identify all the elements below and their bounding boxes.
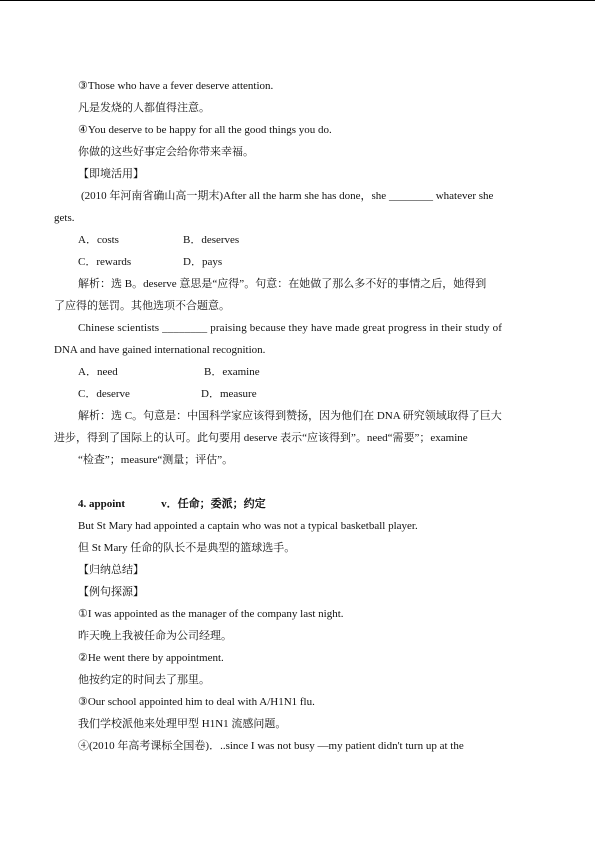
- example-translation: 你做的这些好事定会给你带来幸福。: [78, 146, 254, 158]
- option-c: C．rewards: [78, 256, 132, 268]
- question-stem-text: Chinese scientists ________ praising because they have made great progress in their study of: [78, 322, 503, 334]
- example-sentence: ④(2010 年高考课标全国卷)．..since I was not busy —my patient didn't turn up at the: [78, 740, 464, 752]
- example-sentence: ③Our school appointed him to deal with A/H1N1 flu.: [78, 696, 315, 708]
- option-d: D．measure: [201, 388, 257, 400]
- option-d: D．pays: [183, 256, 223, 268]
- section-label: 【例句探源】: [78, 586, 144, 598]
- section-label: 【即境活用】: [78, 168, 144, 180]
- option-b: B．examine: [204, 366, 260, 378]
- example-sentence: ③Those who have a fever deserve attention.: [78, 80, 274, 92]
- question-stem: [54, 189, 542, 203]
- example-sentence: ①I was appointed as the manager of the company last night.: [78, 608, 344, 620]
- question-stem-cont: gets.: [54, 212, 75, 224]
- example-sentence: ④You deserve to be happy for all the good things you do.: [78, 124, 332, 136]
- option-b: B．deserves: [183, 234, 240, 246]
- section-label: 【归纳总结】: [78, 564, 144, 576]
- analysis-cont: 进步，得到了国际上的认可。此句要用 deserve 表示“应该得到”。need“需要”；examine: [54, 432, 468, 444]
- example-sentence: But St Mary had appointed a captain who was not a typical basketball player.: [78, 520, 418, 532]
- page-top-rule: [0, 0, 595, 1]
- analysis: 解析：选 B。deserve 意思是“应得”。句意：在她做了那么多不好的事情之后，她得到: [78, 278, 487, 290]
- question-stem: [78, 321, 542, 335]
- vocab-definition: v．任命；委派；约定: [161, 498, 266, 510]
- example-translation: 但 St Mary 任命的队长不是典型的篮球选手。: [78, 542, 296, 554]
- example-translation: 昨天晚上我被任命为公司经理。: [78, 630, 232, 642]
- question-stem-text: (2010 年河南省确山高一期末)After all the harm she has done，she ________ whatever she: [81, 190, 494, 202]
- option-c: C．deserve: [78, 388, 130, 400]
- example-translation: 他按约定的时间去了那里。: [78, 674, 210, 686]
- vocab-word: 4. appoint: [78, 498, 126, 510]
- question-stem-cont: DNA and have gained international recognition.: [54, 344, 266, 356]
- example-sentence: ②He went there by appointment.: [78, 652, 224, 664]
- analysis-cont: 了应得的惩罚。其他选项不合题意。: [54, 300, 230, 312]
- vocab-heading: [78, 497, 266, 511]
- option-a: A．need: [78, 366, 118, 378]
- example-translation: 凡是发烧的人都值得注意。: [78, 102, 210, 114]
- option-a: A．costs: [78, 234, 119, 246]
- example-translation: 我们学校派他来处理甲型 H1N1 流感问题。: [78, 718, 287, 730]
- analysis-cont: “检查”；measure“测量；评估”。: [78, 454, 234, 466]
- analysis: 解析：选 C。句意是：中国科学家应该得到赞扬，因为他们在 DNA 研究领域取得了巨大: [78, 410, 502, 422]
